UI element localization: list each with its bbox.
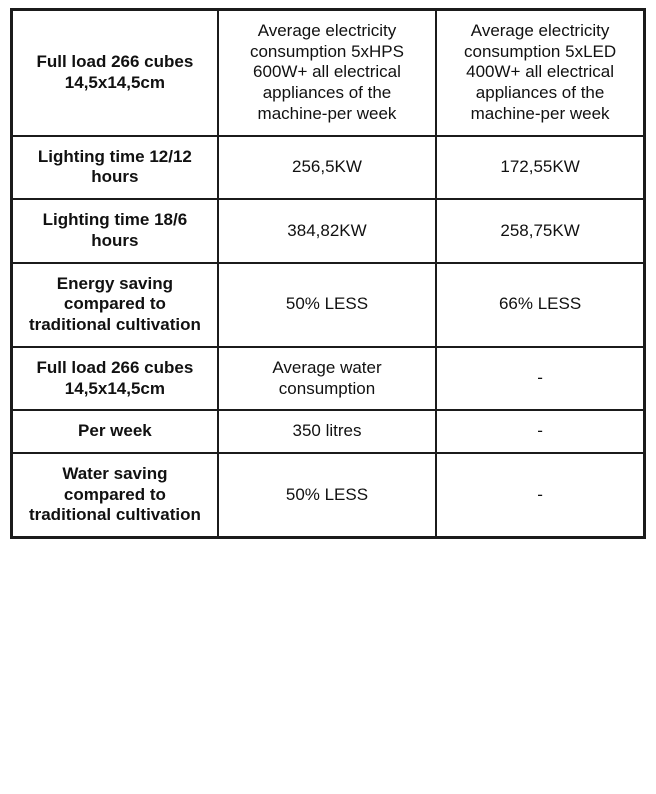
cell-hps: 256,5KW <box>218 136 436 199</box>
cell-led: 258,75KW <box>436 199 644 262</box>
table-row <box>12 10 645 136</box>
row-label: Lighting time 12/12 hours <box>12 136 218 199</box>
row-label: Energy saving compared to traditional cultivation <box>12 263 218 347</box>
cell-hps: 50% LESS <box>218 453 436 538</box>
table-row <box>12 347 645 410</box>
row-label: Full load 266 cubes 14,5x14,5cm <box>12 10 218 136</box>
row-label: Water saving compared to traditional cultivation <box>12 453 218 538</box>
cell-led: - <box>436 347 644 410</box>
cell-hps: Average water consumption <box>218 347 436 410</box>
table-row <box>12 136 645 199</box>
cell-hps: 50% LESS <box>218 263 436 347</box>
table-body <box>12 10 645 538</box>
table-row <box>12 453 645 538</box>
table-row <box>12 263 645 347</box>
cell-hps: 350 litres <box>218 410 436 453</box>
cell-led: - <box>436 410 644 453</box>
consumption-comparison-table <box>10 8 646 539</box>
row-label: Lighting time 18/6 hours <box>12 199 218 262</box>
cell-led: 172,55KW <box>436 136 644 199</box>
column-header-led: Average electricity consumption 5xLED 400W+ all electrical appliances of the machine-per week <box>436 10 644 136</box>
cell-led: 66% LESS <box>436 263 644 347</box>
column-header-hps: Average electricity consumption 5xHPS 600W+ all electrical appliances of the machine-per week <box>218 10 436 136</box>
table-row <box>12 199 645 262</box>
row-label: Full load 266 cubes 14,5x14,5cm <box>12 347 218 410</box>
cell-hps: 384,82KW <box>218 199 436 262</box>
row-label: Per week <box>12 410 218 453</box>
table-row <box>12 410 645 453</box>
cell-led: - <box>436 453 644 538</box>
